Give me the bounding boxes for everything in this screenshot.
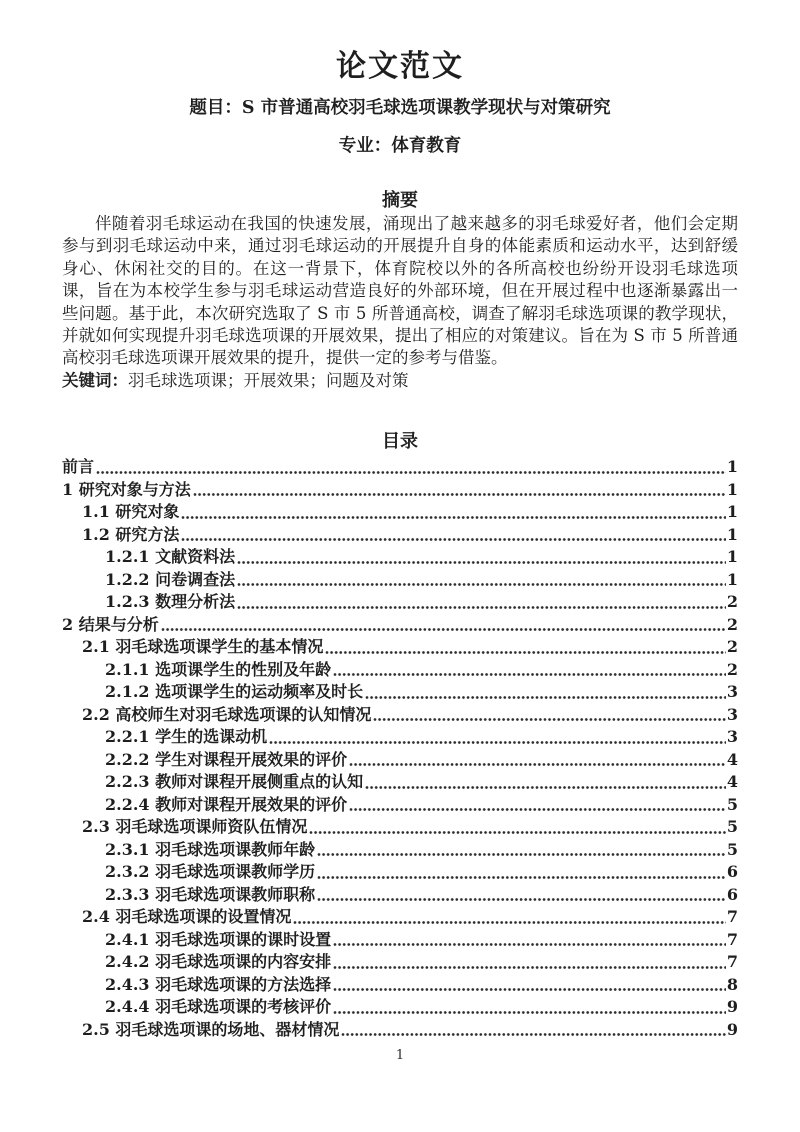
toc-entry (62, 614, 738, 637)
toc-entry-page: 6 (726, 862, 738, 882)
toc-entry-page: 2 (726, 659, 738, 679)
toc-leader-dots (365, 784, 726, 791)
toc-entry (62, 636, 738, 659)
toc-entry-label: 2.1 羽毛球选项课学生的基本情况 (82, 637, 324, 657)
toc-entry (62, 1019, 738, 1042)
toc-entry-label: 2.3.1 羽毛球选项课教师年龄 (105, 839, 316, 859)
toc-leader-dots (317, 896, 726, 903)
toc-leader-dots (161, 626, 726, 633)
toc-entry (62, 839, 738, 862)
toc-entry-label: 2 结果与分析 (62, 614, 159, 634)
toc-entry (62, 996, 738, 1019)
toc-leader-dots (349, 806, 726, 813)
toc-entry (62, 861, 738, 884)
keywords-line (62, 370, 738, 392)
keywords-label: 关键词： (62, 370, 128, 390)
toc-entry-page: 9 (726, 997, 738, 1017)
toc-leader-dots (341, 1031, 725, 1038)
toc-entry-page: 6 (726, 884, 738, 904)
toc-entry-page: 2 (726, 592, 738, 612)
toc-entry-label: 2.2 高校师生对羽毛球选项课的认知情况 (82, 704, 372, 724)
toc-entry-label: 2.1.1 选项课学生的性别及年龄 (105, 659, 332, 679)
toc-entry-page: 1 (726, 457, 738, 477)
toc-entry-label: 2.3 羽毛球选项课师资队伍情况 (82, 817, 308, 837)
toc-leader-dots (333, 986, 726, 993)
toc-leader-dots (373, 716, 725, 723)
toc-entry (62, 546, 738, 569)
toc-entry-page: 4 (726, 749, 738, 769)
toc-entry-label: 2.2.1 学生的选课动机 (105, 727, 268, 747)
toc-leader-dots (333, 964, 726, 971)
toc-entry-page: 9 (726, 1019, 738, 1039)
toc-leader-dots (269, 739, 726, 746)
toc-leader-dots (237, 604, 726, 611)
toc-entry-page: 3 (726, 727, 738, 747)
toc-entry (62, 794, 738, 817)
toc-entry-page: 7 (726, 907, 738, 927)
toc-leader-dots (317, 874, 726, 881)
toc-entry (62, 569, 738, 592)
toc-leader-dots (333, 671, 726, 678)
toc-entry-page: 8 (726, 974, 738, 994)
toc-entry-page: 5 (726, 794, 738, 814)
toc-entry (62, 456, 738, 479)
toc-heading: 目录 (382, 431, 418, 453)
toc-entry-label: 2.4.2 羽毛球选项课的内容安排 (105, 952, 332, 972)
abstract-heading: 摘要 (382, 190, 418, 211)
thesis-topic-line: 题目：S 市普通高校羽毛球选项课教学现状与对策研究 (189, 98, 611, 118)
toc-leader-dots (293, 919, 725, 926)
toc-leader-dots (237, 559, 726, 566)
toc-entry-page: 3 (726, 682, 738, 702)
toc-entry (62, 726, 738, 749)
toc-entry (62, 659, 738, 682)
toc-entry (62, 974, 738, 997)
toc-entry-page: 5 (726, 839, 738, 859)
toc-entry-label: 2.5 羽毛球选项课的场地、器材情况 (82, 1019, 340, 1039)
toc-entry-label: 2.3.2 羽毛球选项课教师学历 (105, 862, 316, 882)
toc-entry (62, 951, 738, 974)
toc-entry-label: 2.2.4 教师对课程开展效果的评价 (105, 794, 348, 814)
toc-entry (62, 681, 738, 704)
toc-entry (62, 591, 738, 614)
toc-entry-page: 1 (726, 524, 738, 544)
toc-entry-label: 2.1.2 选项课学生的运动频率及时长 (105, 682, 364, 702)
toc-entry-label: 2.3.3 羽毛球选项课教师职称 (105, 884, 316, 904)
toc-entry-page: 1 (726, 479, 738, 499)
toc-leader-dots (181, 536, 725, 543)
toc-entry (62, 501, 738, 524)
toc-entry (62, 771, 738, 794)
toc-leader-dots (333, 941, 726, 948)
toc-entry-page: 4 (726, 772, 738, 792)
toc-entry-label: 1.2.1 文献资料法 (105, 547, 236, 567)
toc-entry-label: 2.4.4 羽毛球选项课的考核评价 (105, 997, 332, 1017)
toc-entry-label: 2.4.1 羽毛球选项课的课时设置 (105, 929, 332, 949)
toc-entry (62, 479, 738, 502)
toc-entry-label: 1.2.3 数理分析法 (105, 592, 236, 612)
toc-entry-page: 1 (726, 547, 738, 567)
toc-entry (62, 906, 738, 929)
toc-entry-label: 2.4 羽毛球选项课的设置情况 (82, 907, 292, 927)
toc-entry (62, 929, 738, 952)
toc-entry-label: 前言 (62, 457, 95, 477)
toc-entry-page: 7 (726, 929, 738, 949)
toc-entry-label: 2.4.3 羽毛球选项课的方法选择 (105, 974, 332, 994)
toc-list (62, 456, 738, 1041)
toc-entry (62, 816, 738, 839)
toc-entry (62, 749, 738, 772)
toc-entry-page: 1 (726, 569, 738, 589)
thesis-major-line: 专业：体育教育 (338, 136, 462, 156)
toc-leader-dots (325, 649, 725, 656)
toc-leader-dots (317, 851, 726, 858)
document-title: 论文范文 (336, 49, 464, 84)
toc-entry-label: 2.2.3 教师对课程开展侧重点的认知 (105, 772, 364, 792)
toc-entry (62, 884, 738, 907)
toc-leader-dots (349, 761, 726, 768)
toc-entry-page: 7 (726, 952, 738, 972)
toc-leader-dots (365, 694, 726, 701)
toc-leader-dots (237, 581, 726, 588)
toc-entry-page: 5 (726, 817, 738, 837)
toc-entry-label: 1 研究对象与方法 (62, 479, 191, 499)
toc-entry-label: 1.2.2 问卷调查法 (105, 569, 236, 589)
toc-entry-page: 1 (726, 502, 738, 522)
toc-entry-label: 1.2 研究方法 (82, 524, 180, 544)
abstract-paragraph: 伴随着羽毛球运动在我国的快速发展，涌现出了越来越多的羽毛球爱好者，他们会定期参与到羽毛球运动中来，通过羽毛球运动的开展提升自身的体能素质和运动水平，达到舒缓身心、休闲社交的目的。在这一背景下，体育院校以外的各所高校也纷纷开设羽毛球选项课，旨在为本校学生参与羽毛球运动营造良好的外部环境，但在开展过程中也逐渐暴露出一些问题。基于此，本次研究选取了 S 市 5 所普通高校，调查了解羽毛球选项课的教学现状，并就如何实现提升羽毛球选项课的开展效果，提出了相应的对策建议。旨在为 S 市 5 所普通高校羽毛球选项课开展效果的提升，提供一定的参考与借鉴。 (62, 214, 738, 368)
toc-entry-page: 3 (726, 704, 738, 724)
keywords-text: 羽毛球选项课；开展效果；问题及对策 (128, 370, 409, 390)
toc-entry (62, 524, 738, 547)
page-number: 1 (395, 1048, 405, 1063)
toc-leader-dots (333, 1009, 726, 1016)
toc-leader-dots (96, 469, 726, 476)
toc-leader-dots (181, 514, 725, 521)
toc-leader-dots (309, 829, 725, 836)
toc-entry (62, 704, 738, 727)
toc-entry-label: 2.2.2 学生对课程开展效果的评价 (105, 749, 348, 769)
toc-entry-label: 1.1 研究对象 (82, 502, 180, 522)
toc-entry-page: 2 (726, 614, 738, 634)
toc-entry-page: 2 (726, 637, 738, 657)
toc-leader-dots (193, 491, 726, 498)
